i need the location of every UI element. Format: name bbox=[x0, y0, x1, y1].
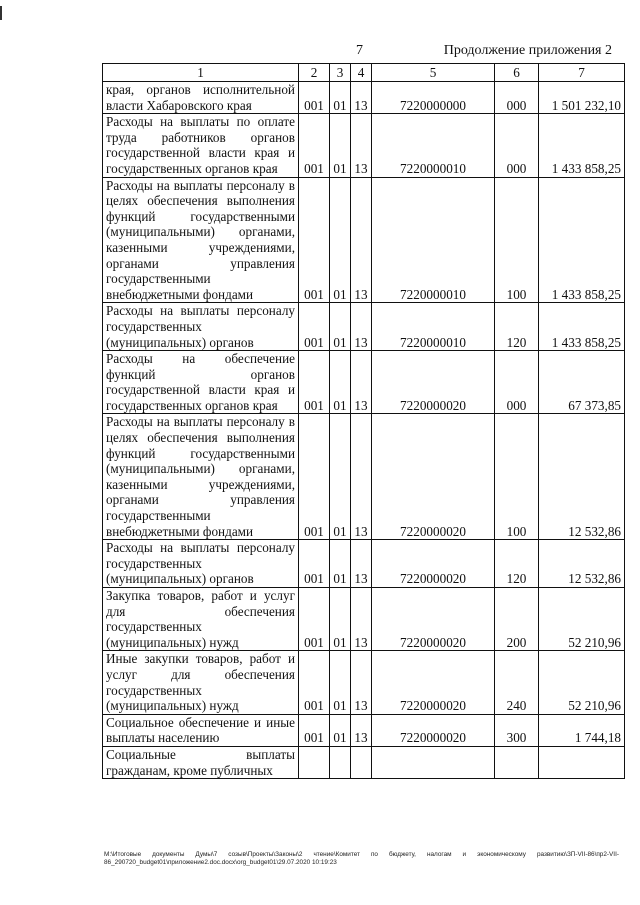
code-subsection bbox=[351, 746, 372, 778]
row-description: Расходы на выплаты персоналу в целях обеспечения выполнения функций государственными (муниципальными) органами, казенными учреждениями, органами управления государственными внебюджетными фондами bbox=[103, 177, 299, 303]
code-subsection: 13 bbox=[351, 540, 372, 588]
code-section: 01 bbox=[330, 651, 351, 714]
table-row bbox=[103, 114, 625, 177]
code-expense-type: 100 bbox=[495, 177, 539, 303]
code-expense-type: 100 bbox=[495, 414, 539, 540]
code-ministry: 001 bbox=[299, 114, 330, 177]
code-target-article: 7220000010 bbox=[372, 303, 495, 351]
code-ministry: 001 bbox=[299, 714, 330, 746]
amount: 1 433 858,25 bbox=[539, 114, 625, 177]
row-description: Социальное обеспечение и иные выплаты населению bbox=[103, 714, 299, 746]
code-subsection: 13 bbox=[351, 414, 372, 540]
page-edge-mark bbox=[0, 6, 2, 20]
amount bbox=[539, 746, 625, 778]
code-ministry: 001 bbox=[299, 414, 330, 540]
code-expense-type: 000 bbox=[495, 351, 539, 414]
code-expense-type: 000 bbox=[495, 82, 539, 114]
code-section: 01 bbox=[330, 351, 351, 414]
code-subsection: 13 bbox=[351, 351, 372, 414]
code-section: 01 bbox=[330, 82, 351, 114]
table-row bbox=[103, 714, 625, 746]
code-expense-type: 300 bbox=[495, 714, 539, 746]
amount: 12 532,86 bbox=[539, 540, 625, 588]
code-ministry: 001 bbox=[299, 82, 330, 114]
code-target-article: 7220000020 bbox=[372, 651, 495, 714]
amount: 1 501 232,10 bbox=[539, 82, 625, 114]
row-description: края, органов исполнительной власти Хабаровского края bbox=[103, 82, 299, 114]
code-expense-type: 120 bbox=[495, 540, 539, 588]
code-section: 01 bbox=[330, 177, 351, 303]
row-description: Иные закупки товаров, работ и услуг для обеспечения государственных (муниципальных) нужд bbox=[103, 651, 299, 714]
table-row bbox=[103, 82, 625, 114]
code-expense-type: 200 bbox=[495, 588, 539, 651]
table-row bbox=[103, 414, 625, 540]
code-ministry: 001 bbox=[299, 651, 330, 714]
column-header: 3 bbox=[330, 64, 351, 82]
row-description: Расходы на обеспечение функций органов государственной власти края и государственных органов края bbox=[103, 351, 299, 414]
code-section: 01 bbox=[330, 714, 351, 746]
code-ministry: 001 bbox=[299, 540, 330, 588]
code-section: 01 bbox=[330, 588, 351, 651]
amount: 1 744,18 bbox=[539, 714, 625, 746]
code-subsection: 13 bbox=[351, 588, 372, 651]
code-subsection: 13 bbox=[351, 114, 372, 177]
table-header-row bbox=[103, 64, 625, 82]
budget-table bbox=[102, 63, 625, 779]
amount: 12 532,86 bbox=[539, 414, 625, 540]
column-header: 4 bbox=[351, 64, 372, 82]
amount: 52 210,96 bbox=[539, 588, 625, 651]
code-ministry: 001 bbox=[299, 351, 330, 414]
code-target-article: 7220000020 bbox=[372, 540, 495, 588]
table-row bbox=[103, 651, 625, 714]
code-section: 01 bbox=[330, 114, 351, 177]
code-target-article: 7220000020 bbox=[372, 588, 495, 651]
table-row bbox=[103, 303, 625, 351]
code-ministry: 001 bbox=[299, 588, 330, 651]
table-row bbox=[103, 177, 625, 303]
amount: 1 433 858,25 bbox=[539, 303, 625, 351]
column-header: 1 bbox=[103, 64, 299, 82]
amount: 1 433 858,25 bbox=[539, 177, 625, 303]
code-section: 01 bbox=[330, 414, 351, 540]
amount: 52 210,96 bbox=[539, 651, 625, 714]
table-row bbox=[103, 588, 625, 651]
code-target-article: 7220000010 bbox=[372, 177, 495, 303]
code-target-article: 7220000010 bbox=[372, 114, 495, 177]
code-section: 01 bbox=[330, 303, 351, 351]
column-header: 2 bbox=[299, 64, 330, 82]
continuation-label: Продолжение приложения 2 bbox=[443, 43, 612, 58]
code-ministry: 001 bbox=[299, 303, 330, 351]
code-target-article: 7220000000 bbox=[372, 82, 495, 114]
code-expense-type: 240 bbox=[495, 651, 539, 714]
column-header: 7 bbox=[539, 64, 625, 82]
code-subsection: 13 bbox=[351, 651, 372, 714]
column-header: 6 bbox=[495, 64, 539, 82]
document-file-path: М:\Итоговые документы Думы\7 созыв\Проекты\Законы\2 чтение\Комитет по бюджету, налогам и экономическому развитию\ЗП-VII-86\пр2-VII-86_290720_budget01\приложение2.doc.docx\org_budget01\29.07.2020 10:19:23 bbox=[104, 851, 619, 866]
code-target-article: 7220000020 bbox=[372, 414, 495, 540]
row-description: Закупка товаров, работ и услуг для обеспечения государственных (муниципальных) нужд bbox=[103, 588, 299, 651]
code-ministry: 001 bbox=[299, 177, 330, 303]
code-target-article: 7220000020 bbox=[372, 351, 495, 414]
row-description: Расходы на выплаты персоналу в целях обеспечения выполнения функций государственными (муниципальными) органами, казенными учреждениями, органами управления государственными внебюджетными фондами bbox=[103, 414, 299, 540]
code-subsection: 13 bbox=[351, 82, 372, 114]
row-description: Расходы на выплаты персоналу государственных (муниципальных) органов bbox=[103, 540, 299, 588]
table-row bbox=[103, 540, 625, 588]
row-description: Социальные выплаты гражданам, кроме публичных bbox=[103, 746, 299, 778]
code-subsection: 13 bbox=[351, 303, 372, 351]
code-expense-type bbox=[495, 746, 539, 778]
code-section: 01 bbox=[330, 540, 351, 588]
code-target-article: 7220000020 bbox=[372, 714, 495, 746]
column-header: 5 bbox=[372, 64, 495, 82]
amount: 67 373,85 bbox=[539, 351, 625, 414]
row-description: Расходы на выплаты персоналу государственных (муниципальных) органов bbox=[103, 303, 299, 351]
code-ministry bbox=[299, 746, 330, 778]
code-section bbox=[330, 746, 351, 778]
page-number: 7 bbox=[356, 43, 363, 58]
code-expense-type: 000 bbox=[495, 114, 539, 177]
row-description: Расходы на выплаты по оплате труда работников органов государственной власти края и государственных органов края bbox=[103, 114, 299, 177]
code-subsection: 13 bbox=[351, 714, 372, 746]
code-target-article bbox=[372, 746, 495, 778]
table-row bbox=[103, 746, 625, 778]
code-expense-type: 120 bbox=[495, 303, 539, 351]
table-row bbox=[103, 351, 625, 414]
code-subsection: 13 bbox=[351, 177, 372, 303]
